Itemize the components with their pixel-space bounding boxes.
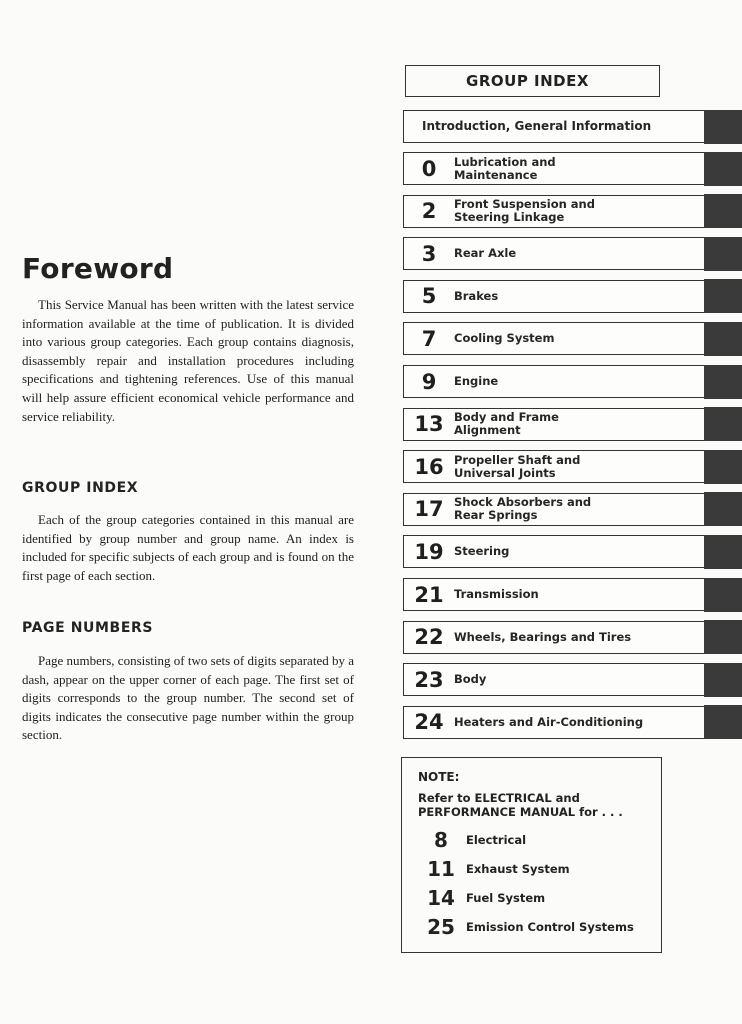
index-tab-group-12[interactable] bbox=[403, 663, 742, 696]
group-label-text bbox=[454, 411, 559, 437]
group-label-line-2: Maintenance bbox=[454, 167, 538, 182]
group-label-line-1: Brakes bbox=[454, 288, 499, 303]
group-index-header: GROUP INDEX bbox=[405, 65, 660, 97]
index-tab-group-9[interactable] bbox=[403, 535, 742, 568]
page-numbers-heading: PAGE NUMBERS bbox=[22, 620, 154, 636]
group-label bbox=[454, 494, 694, 525]
index-tab-group-4[interactable] bbox=[403, 322, 742, 355]
group-label-text bbox=[454, 454, 580, 480]
group-label-text bbox=[454, 247, 516, 260]
group-label-text bbox=[454, 290, 498, 303]
note-line-1: Refer to ELECTRICAL and bbox=[418, 791, 580, 805]
group-label bbox=[454, 366, 694, 397]
group-index-heading: GROUP INDEX bbox=[22, 480, 139, 496]
group-label bbox=[454, 579, 694, 610]
thumb-tab-band bbox=[704, 322, 742, 356]
group-label-line-1: Shock Absorbers and bbox=[454, 495, 592, 510]
group-label bbox=[454, 536, 694, 567]
group-number: 21 bbox=[414, 582, 444, 607]
group-index-paragraph: Each of the group categories contained in this manual are identified by group number and group name. An index is included for specific subjects of each group and is found on the first page of each section. bbox=[22, 512, 354, 583]
reference-group-number: 25 bbox=[427, 915, 455, 939]
group-number: 16 bbox=[414, 454, 444, 479]
group-label-line-2: Universal Joints bbox=[454, 465, 556, 480]
group-number: 22 bbox=[414, 625, 444, 650]
note-reference-item bbox=[402, 827, 660, 853]
index-tab-group-11[interactable] bbox=[403, 621, 742, 654]
group-number: 23 bbox=[414, 667, 444, 692]
group-label bbox=[454, 238, 694, 269]
thumb-tab-band bbox=[704, 663, 742, 697]
index-tab-introduction[interactable] bbox=[403, 110, 742, 143]
group-label-line-2: Steering Linkage bbox=[454, 210, 565, 225]
group-label-text bbox=[454, 375, 498, 388]
group-label-line-2: Alignment bbox=[454, 423, 521, 438]
group-label-line-1: Rear Axle bbox=[454, 246, 517, 261]
index-tab-group-5[interactable] bbox=[403, 365, 742, 398]
note-reference-item bbox=[402, 856, 660, 882]
group-label-line-1: Wheels, Bearings and Tires bbox=[454, 629, 632, 644]
group-label bbox=[454, 196, 694, 227]
group-label bbox=[454, 707, 694, 738]
group-label-text bbox=[454, 588, 539, 601]
group-label-line-1: Body bbox=[454, 672, 487, 687]
group-number: 7 bbox=[421, 326, 437, 351]
group-label-line-1: Body and Frame bbox=[454, 410, 559, 425]
reference-group-label: Emission Control Systems bbox=[466, 920, 634, 934]
reference-group-label: Exhaust System bbox=[466, 862, 570, 876]
group-label-text bbox=[454, 496, 591, 522]
index-tab-group-2[interactable] bbox=[403, 237, 742, 270]
group-label bbox=[454, 281, 694, 312]
group-number: 19 bbox=[414, 539, 444, 564]
thumb-tab-band bbox=[704, 578, 742, 612]
group-label-text bbox=[454, 673, 486, 686]
group-number: 5 bbox=[421, 284, 437, 309]
group-number: 0 bbox=[421, 156, 437, 181]
group-label bbox=[454, 409, 694, 440]
note-reference-item bbox=[402, 885, 660, 911]
group-label bbox=[454, 664, 694, 695]
thumb-tab-band bbox=[704, 152, 742, 186]
group-number: 24 bbox=[414, 710, 444, 735]
thumb-tab-band bbox=[704, 450, 742, 484]
group-label-line-1: Steering bbox=[454, 544, 510, 559]
reference-group-number: 11 bbox=[427, 857, 455, 881]
group-number: 9 bbox=[421, 369, 437, 394]
index-tab-label: Introduction, General Information bbox=[422, 119, 652, 133]
group-label-line-1: Transmission bbox=[454, 587, 539, 601]
group-number: 17 bbox=[414, 497, 444, 522]
index-tab-group-10[interactable] bbox=[403, 578, 742, 611]
group-label-line-1: Cooling System bbox=[454, 331, 555, 346]
group-label-text bbox=[454, 545, 509, 558]
group-label-line-1: Propeller Shaft and bbox=[454, 452, 581, 467]
index-tab-group-7[interactable] bbox=[403, 450, 742, 483]
index-tab-group-6[interactable] bbox=[403, 408, 742, 441]
group-label-text bbox=[454, 332, 554, 345]
group-label bbox=[454, 153, 694, 184]
group-label-line-1: Heaters and Air-Conditioning bbox=[454, 714, 644, 729]
group-label bbox=[454, 451, 694, 482]
note-box bbox=[401, 757, 662, 953]
index-tab-group-13[interactable] bbox=[403, 706, 742, 739]
page-numbers-paragraph: Page numbers, consisting of two sets of digits separated by a dash, appear on the upper corner of each page. The first set of digits corresponds to the group number. The second set of digits indicates the consecutive page number within the group section. bbox=[22, 653, 354, 743]
group-number: 13 bbox=[414, 412, 444, 437]
group-number: 2 bbox=[421, 199, 437, 224]
thumb-tab-band bbox=[704, 535, 742, 569]
thumb-tab-band bbox=[704, 365, 742, 399]
reference-group-label: Fuel System bbox=[466, 891, 546, 905]
note-line-2: PERFORMANCE MANUAL for . . . bbox=[418, 805, 623, 819]
note-reference-item bbox=[402, 914, 660, 940]
group-label-line-1: Engine bbox=[454, 374, 499, 388]
group-label-line-2: Rear Springs bbox=[454, 508, 538, 523]
group-label-text bbox=[454, 716, 643, 729]
group-label-text bbox=[454, 156, 556, 182]
thumb-tab-band bbox=[704, 620, 742, 654]
thumb-tab-band bbox=[704, 407, 742, 441]
thumb-tab-band bbox=[704, 237, 742, 271]
group-label-text bbox=[454, 631, 631, 644]
reference-group-number: 14 bbox=[427, 886, 455, 910]
note-text bbox=[418, 791, 648, 819]
foreword-paragraph: This Service Manual has been written with the latest service information available at the time of publication. It is divided into various group categories. Each group contains diagnosis, disassembly repair and installation procedures including specifications and tightening references. Use of this manual will help assure efficient economical vehicle performance and service reliability. bbox=[22, 297, 354, 424]
group-label-line-1: Lubrication and bbox=[454, 154, 556, 169]
index-tab-group-8[interactable] bbox=[403, 493, 742, 526]
group-label bbox=[454, 323, 694, 354]
reference-group-number: 8 bbox=[434, 828, 448, 852]
group-label-text bbox=[454, 198, 595, 224]
group-label-line-1: Front Suspension and bbox=[454, 197, 595, 212]
thumb-tab-band bbox=[704, 492, 742, 526]
index-tab-group-0[interactable] bbox=[403, 152, 742, 185]
foreword-title: Foreword bbox=[22, 252, 174, 285]
note-title: NOTE: bbox=[418, 770, 460, 784]
thumb-tab-band bbox=[704, 279, 742, 313]
thumb-tab-band bbox=[704, 110, 742, 144]
index-tab-group-1[interactable] bbox=[403, 195, 742, 228]
thumb-tab-band bbox=[704, 705, 742, 739]
thumb-tab-band bbox=[704, 194, 742, 228]
group-label bbox=[454, 622, 694, 653]
index-tab-group-3[interactable] bbox=[403, 280, 742, 313]
reference-group-label: Electrical bbox=[466, 833, 527, 847]
group-number: 3 bbox=[421, 241, 437, 266]
